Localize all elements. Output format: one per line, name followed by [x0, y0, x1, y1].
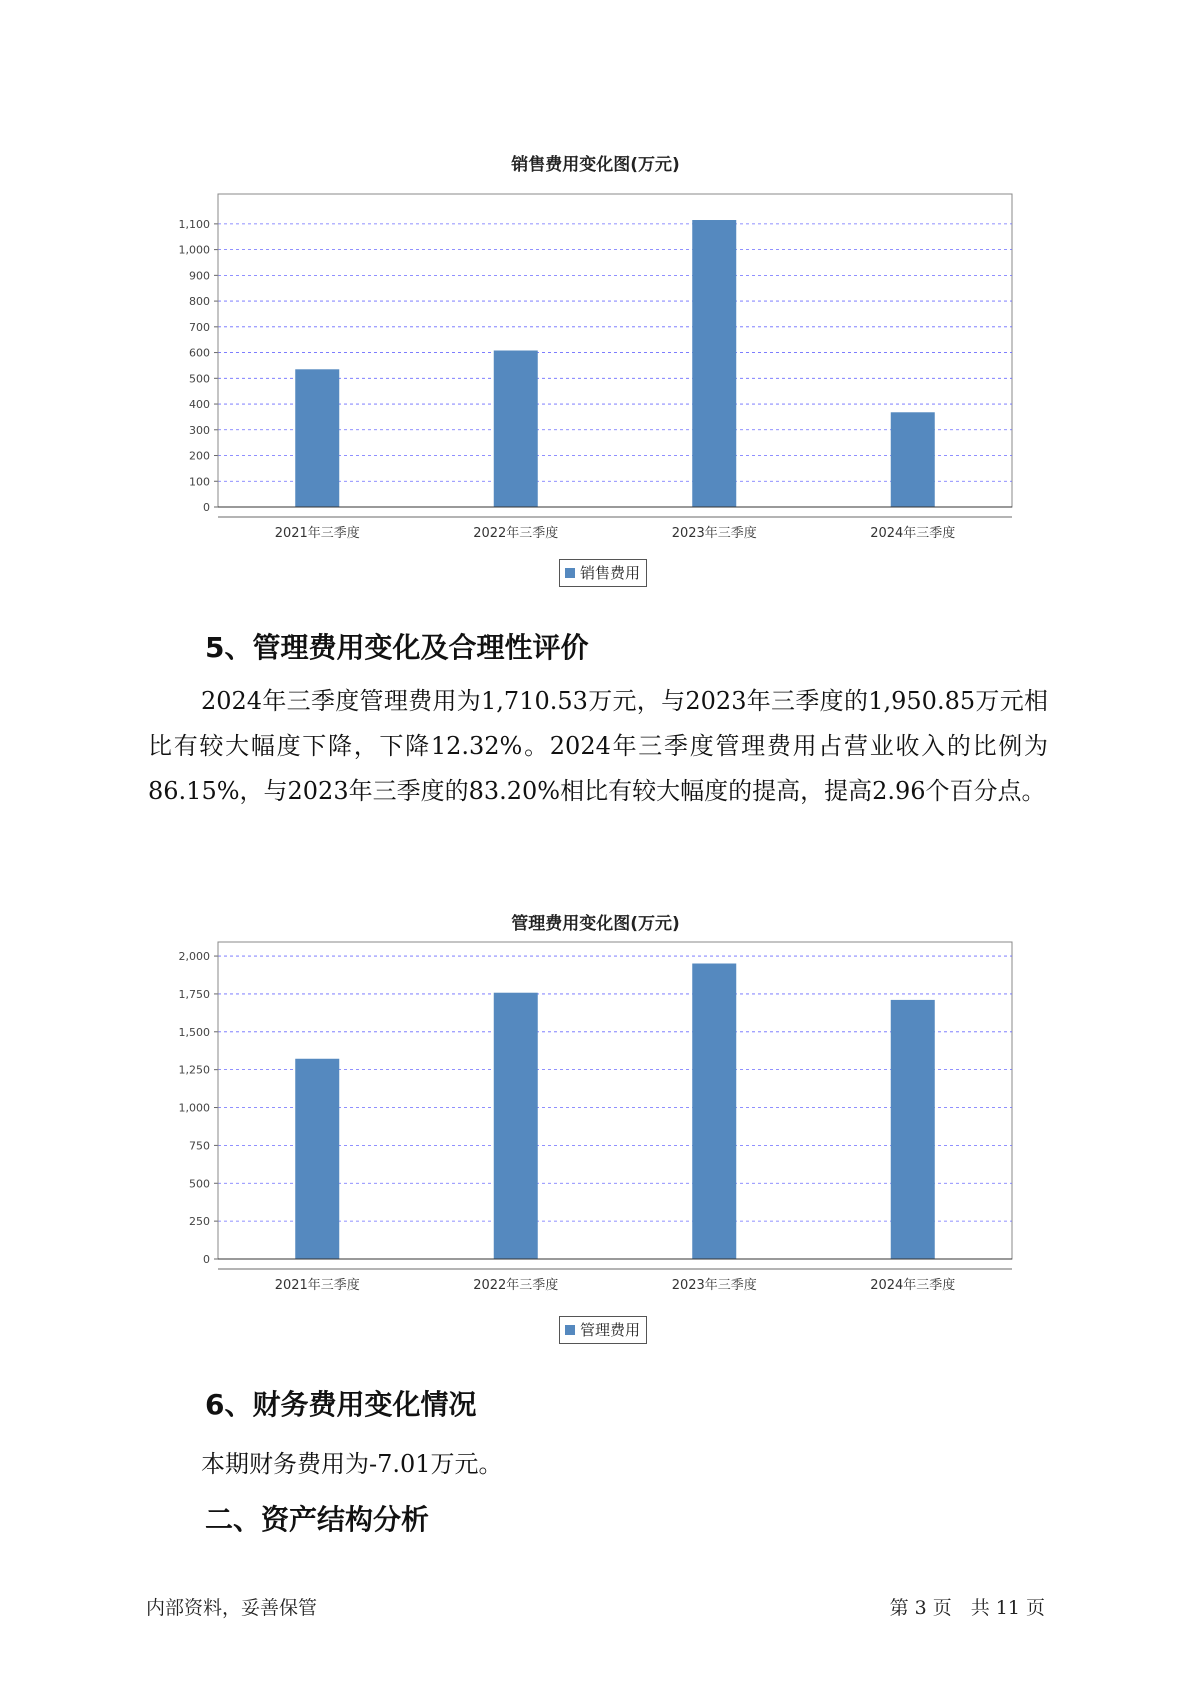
bar — [494, 993, 538, 1259]
paragraph-text: 本期财务费用为-7.01万元。 — [201, 1450, 503, 1478]
y-tick-label: 1,000 — [178, 1101, 210, 1115]
legend-label: 销售费用 — [580, 564, 641, 582]
paragraph-text: 2024年三季度管理费用为1,710.53万元，与2023年三季度的1,950.85万元相比有较大幅度下降，下降12.32%。2024年三季度管理费用占营业收入的比例为86.15%，与2023年三季度的83.20%相比有较大幅度的提高，提高2.96个百分点。 — [148, 687, 1048, 805]
y-tick-label: 1,100 — [178, 217, 210, 231]
section-heading: 5、管理费用变化及合理性评价 — [205, 631, 589, 664]
bar — [891, 1000, 935, 1259]
y-tick-label: 500 — [189, 372, 210, 386]
chart-title: 销售费用变化图(万元) — [511, 155, 680, 175]
x-tick-label: 2022年三季度 — [473, 1278, 559, 1293]
y-tick-label: 1,500 — [178, 1025, 210, 1039]
legend-swatch — [565, 1325, 575, 1335]
x-tick-label: 2023年三季度 — [671, 526, 757, 541]
section-paragraph — [148, 1442, 1048, 1487]
x-tick-label: 2021年三季度 — [274, 526, 360, 541]
x-tick-label: 2024年三季度 — [870, 526, 956, 541]
y-tick-label: 700 — [189, 320, 210, 334]
chart-legend — [559, 1316, 647, 1344]
y-tick-label: 800 — [189, 295, 210, 309]
y-tick-label: 200 — [189, 449, 210, 463]
footer-left: 内部资料，妥善保管 — [146, 1597, 318, 1619]
section-heading: 6、财务费用变化情况 — [205, 1388, 477, 1421]
x-tick-label: 2021年三季度 — [274, 1278, 360, 1293]
section-heading: 二、资产结构分析 — [205, 1503, 430, 1536]
y-tick-label: 2,000 — [178, 950, 210, 964]
y-tick-label: 750 — [189, 1139, 210, 1153]
legend-label: 管理费用 — [580, 1321, 641, 1339]
x-tick-label: 2024年三季度 — [870, 1278, 956, 1293]
x-tick-label: 2022年三季度 — [473, 526, 559, 541]
y-tick-label: 300 — [189, 423, 210, 437]
y-tick-label: 900 — [189, 269, 210, 283]
y-tick-label: 400 — [189, 398, 210, 412]
y-tick-label: 250 — [189, 1215, 210, 1229]
y-tick-label: 1,250 — [178, 1063, 210, 1077]
footer-page-number: 第 3 页 共 11 页 — [889, 1597, 1045, 1619]
y-tick-label: 600 — [189, 346, 210, 360]
y-tick-label: 0 — [203, 501, 210, 514]
y-tick-label: 1,000 — [178, 243, 210, 257]
y-tick-label: 100 — [189, 475, 210, 489]
bar — [295, 1059, 339, 1259]
y-tick-label: 1,750 — [178, 987, 210, 1001]
y-tick-label: 0 — [203, 1253, 210, 1266]
chart-title: 管理费用变化图(万元) — [511, 914, 680, 934]
y-tick-label: 500 — [189, 1177, 210, 1191]
x-tick-label: 2023年三季度 — [671, 1278, 757, 1293]
bar — [692, 964, 736, 1259]
